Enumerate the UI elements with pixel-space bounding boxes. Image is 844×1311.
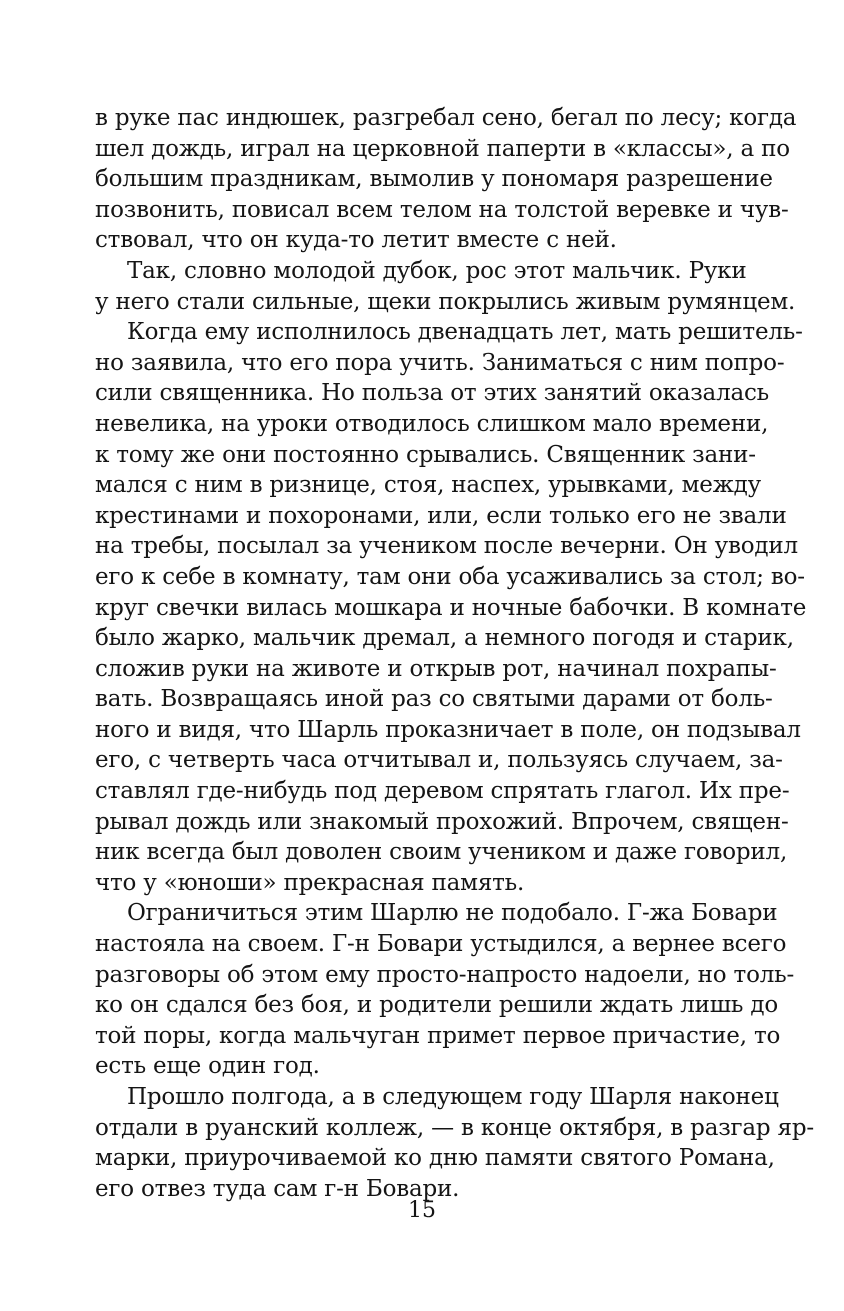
text-line: позвонить, повисал всем телом на толстой веревке и чув- [95, 196, 789, 223]
text-line: марки, приурочиваемой ко дню памяти святого Романа, [95, 1145, 775, 1172]
text-line: у него стали сильные, щеки покрылись живым румянцем. [95, 288, 796, 315]
text-line: ного и видя, что Шарль проказничает в поле, он подзывал [95, 716, 801, 743]
text-line: но заявила, что его пора учить. Заниматься с ним попро- [95, 349, 785, 376]
text-line: круг свечки вилась мошкара и ночные бабочки. В комнате [95, 594, 807, 621]
text-line: ко он сдался без боя, и родители решили ждать лишь до [95, 992, 778, 1019]
text-line: отдали в руанский коллеж, — в конце октября, в разгар яр- [95, 1114, 814, 1141]
body-text [95, 103, 814, 1204]
text-line: в руке пас индюшек, разгребал сено, бегал по лесу; когда [95, 105, 797, 131]
text-line: что у «юноши» прекрасная память. [95, 869, 525, 896]
text-line: Так, словно молодой дубок, рос этот мальчик. Руки [127, 257, 747, 284]
text-line: было жарко, мальчик дремал, а немного погодя и старик, [95, 625, 794, 652]
text-line: его отвез туда сам г-н Бовари. [95, 1175, 460, 1202]
text-line: ставлял где-нибудь под деревом спрятать глагол. Их пре- [95, 778, 790, 805]
text-line: ствовал, что он куда-то летит вместе с ней. [95, 227, 617, 254]
text-line: ник всегда был доволен своим учеником и даже говорил, [95, 839, 788, 866]
text-line: рывал дождь или знакомый прохожий. Впрочем, священ- [95, 808, 789, 835]
text-line: его к себе в комнату, там они оба усаживались за стол; во- [95, 563, 805, 590]
text-line: невелика, на уроки отводилось слишком мало времени, [95, 410, 769, 437]
text-line: к тому же они постоянно срывались. Священник зани- [95, 441, 756, 468]
text-line: той поры, когда мальчуган примет первое причастие, то [95, 1022, 781, 1049]
text-line: Ограничиться этим Шарлю не подобало. Г-жа Бовари [127, 900, 778, 927]
text-line: шел дождь, играл на церковной паперти в «классы», а по [95, 135, 790, 162]
text-line: его, с четверть часа отчитывал и, пользуясь случаем, за- [95, 747, 783, 774]
text-line: настояла на своем. Г-н Бовари устыдился, а вернее всего [95, 931, 787, 958]
text-line: крестинами и похоронами, или, если только его не звали [95, 502, 787, 529]
text-line: на требы, посылал за учеником после вечерни. Он уводил [95, 533, 798, 560]
text-line: Когда ему исполнилось двенадцать лет, мать решитель- [127, 319, 803, 346]
text-line: мался с ним в ризнице, стоя, наспех, урывками, между [95, 472, 761, 499]
text-line: вать. Возвращаясь иной раз со святыми дарами от боль- [95, 686, 773, 713]
text-line: большим праздникам, вымолив у пономаря разрешение [95, 166, 773, 193]
text-line: сили священника. Но польза от этих занятий оказалась [95, 380, 769, 407]
text-line: есть еще один год. [95, 1053, 320, 1080]
text-line: разговоры об этом ему просто-напросто надоели, но толь- [95, 961, 795, 988]
text-line: сложив руки на животе и открыв рот, начинал похрапы- [95, 655, 777, 682]
page-number: 15 [408, 1198, 436, 1223]
text-line: Прошло полгода, а в следующем году Шарля наконец [127, 1084, 779, 1110]
